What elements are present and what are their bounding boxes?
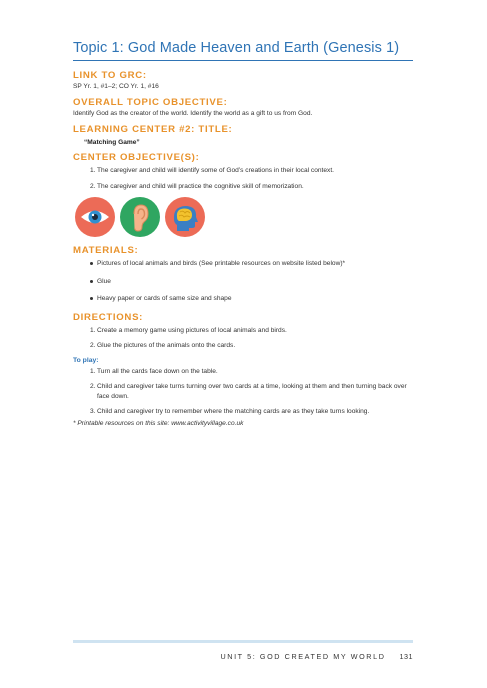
item-number: 1.	[90, 326, 96, 334]
resources-note: * Printable resources on this site: www.activityvillage.co.uk	[73, 419, 244, 427]
learning-center-heading: LEARNING CENTER #2: TITLE:	[73, 124, 233, 135]
directions-section	[73, 312, 418, 351]
item-text: Turn all the cards face down on the table.	[97, 367, 218, 375]
list-item	[73, 367, 418, 377]
to-play-list	[73, 367, 418, 417]
item-text: Glue the pictures of the animals onto the cards.	[97, 342, 236, 349]
item-number: 1.	[90, 167, 96, 174]
item-number: 2.	[90, 182, 96, 190]
list-item	[73, 341, 418, 351]
item-text: The caregiver and child will practice the cognitive skill of memorization.	[97, 182, 304, 190]
center-objectives-list	[73, 166, 418, 191]
grc-heading: LINK TO GRC:	[73, 70, 147, 81]
item-text: Create a memory game using pictures of local animals and birds.	[97, 326, 287, 334]
senses-icons	[75, 197, 418, 237]
list-item	[73, 326, 418, 336]
learning-center-section	[73, 124, 418, 146]
list-item	[73, 382, 418, 401]
page-footer	[73, 652, 413, 661]
list-item	[73, 182, 418, 192]
footer-divider	[73, 640, 413, 643]
center-objectives-section	[73, 152, 418, 191]
item-number: 2.	[90, 383, 96, 390]
list-item	[73, 259, 418, 269]
footer-unit: UNIT 5: GOD CREATED MY WORLD	[220, 652, 386, 661]
item-number: 3.	[90, 408, 96, 415]
grc-section	[73, 70, 418, 92]
eye-icon	[75, 197, 115, 237]
item-text: Heavy paper or cards of same size and shape	[97, 295, 232, 302]
page-title: Topic 1: God Made Heaven and Earth (Genesis 1)	[73, 40, 413, 61]
ear-icon	[120, 197, 160, 237]
item-text: Glue	[97, 277, 111, 285]
brain-icon	[165, 197, 205, 237]
bullet	[90, 262, 93, 265]
list-item	[73, 407, 418, 417]
objective-section	[73, 97, 418, 119]
item-number: 2.	[90, 342, 96, 349]
bullet	[90, 297, 93, 300]
item-text: Child and caregiver take turns turning over two cards at a time, looking at them and then turning back over face down.	[97, 383, 407, 400]
directions-heading: DIRECTIONS:	[73, 311, 144, 323]
to-play-section	[73, 357, 418, 417]
page-number: 131	[399, 652, 413, 661]
item-text: Pictures of local animals and birds (See printable resources on website listed below)*	[97, 260, 346, 267]
content	[73, 70, 418, 433]
objective-text: Identify God as the creator of the world. Identify the world as a gift to us from God.	[73, 110, 313, 117]
center-objectives-heading: CENTER OBJECTIVE(S):	[73, 152, 200, 163]
directions-list	[73, 326, 418, 351]
objective-heading: OVERALL TOPIC OBJECTIVE:	[73, 97, 228, 108]
bullet	[90, 280, 93, 283]
list-item	[73, 294, 418, 304]
grc-text: SP Yr. 1, #1–2; CO Yr. 1, #16	[73, 83, 159, 90]
item-text: Child and caregiver try to remember where the matching cards are as they take turns looking.	[97, 408, 370, 415]
list-item	[73, 277, 418, 287]
learning-center-title: “Matching Game”	[84, 139, 140, 146]
list-item	[73, 166, 418, 176]
item-text: The caregiver and child will identify some of God’s creations in their local context.	[97, 167, 335, 174]
materials-section	[73, 245, 418, 304]
materials-heading: MATERIALS:	[73, 245, 139, 256]
to-play-heading: To play:	[73, 356, 99, 364]
item-number: 1.	[90, 367, 96, 375]
materials-list	[73, 259, 418, 304]
